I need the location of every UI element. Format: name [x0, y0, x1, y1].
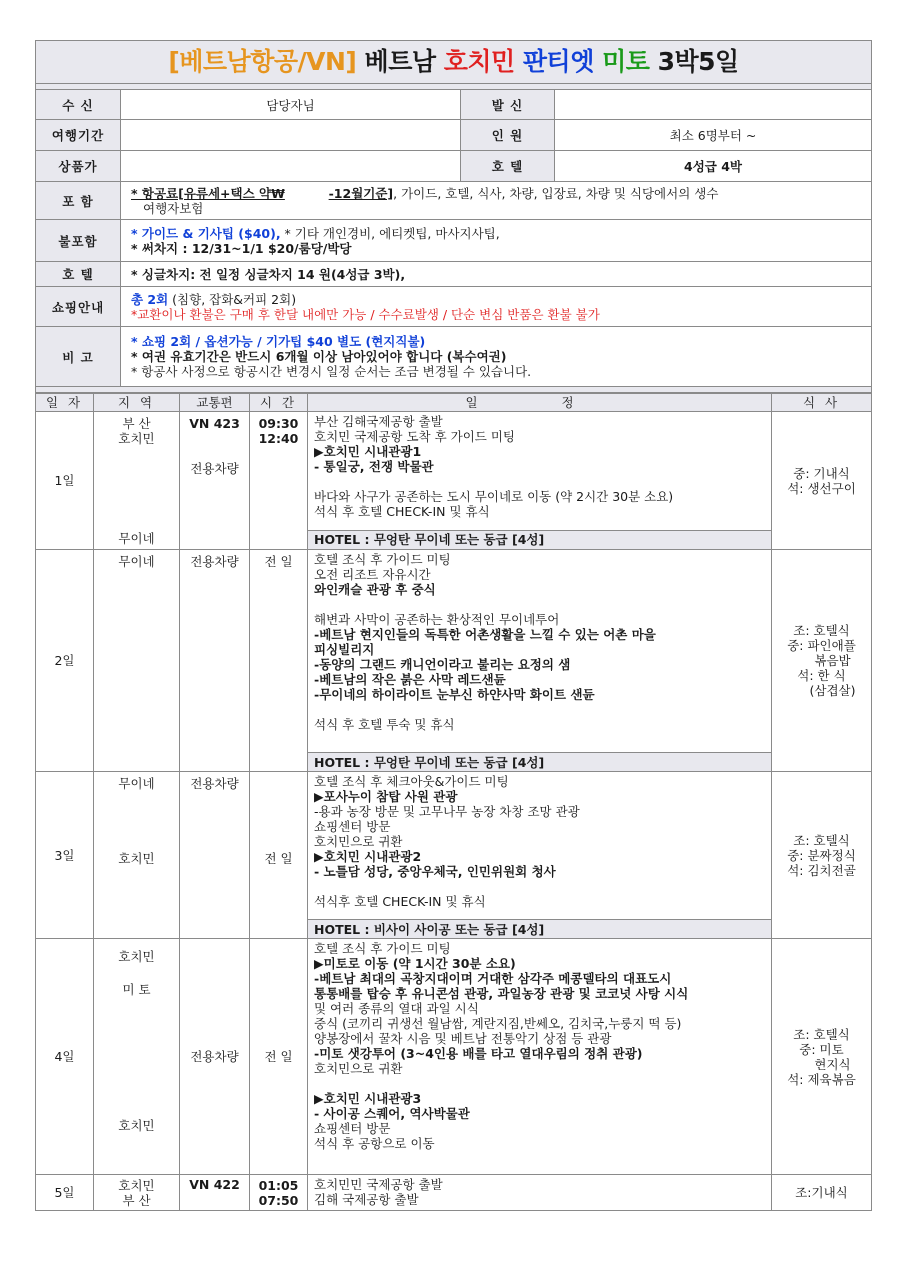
day-label: 3일 — [36, 772, 94, 939]
include-label: 포 함 — [36, 182, 121, 220]
schedule-table — [35, 393, 872, 1211]
itinerary-document — [35, 40, 871, 1211]
include-airfare: * 항공료[유류세+택스 약₩ — [131, 185, 285, 201]
title-city-hcm: 호치민 — [443, 47, 515, 76]
flight-number: VN 422 — [189, 1177, 240, 1192]
meal-lunch: 중: 분짜정식 — [787, 847, 856, 863]
people-value: 최소 6명부터 ~ — [555, 120, 872, 151]
meal-dinner: 석: 제육볶음 — [787, 1071, 856, 1087]
itinerary-line: 중식 (코끼리 귀생선 월남쌈, 계란지짐,반쎄오, 김치국,누룽지 떡 등) — [314, 1016, 682, 1031]
shopping-places: (침향, 잡화&커피 2회) — [168, 291, 297, 307]
recipient-label: 수 신 — [36, 90, 121, 120]
meal-breakfast: 조:기내식 — [795, 1185, 848, 1200]
itinerary-line: 호치민으로 귀환 — [314, 1061, 403, 1076]
header-meal: 식 사 — [772, 394, 872, 412]
header-time: 시 간 — [250, 394, 308, 412]
note-airline-change: * 항공사 사정으로 항공시간 변경시 일정 순서는 조금 변경될 수 있습니다. — [131, 364, 532, 379]
transport-cell — [180, 550, 250, 772]
region-cell — [94, 412, 180, 550]
itinerary-line: - 사이공 스퀘어, 역사박물관 — [314, 1106, 470, 1121]
time-depart: 01:05 — [258, 1177, 299, 1193]
day-label: 1일 — [36, 412, 94, 550]
page-title — [36, 41, 872, 84]
header-transport: 교통편 — [180, 394, 250, 412]
exclude-other: * 기타 개인경비, 에티켓팁, 마사지사팁, — [280, 225, 500, 241]
region-hochiminh: 호치민 — [118, 1118, 155, 1133]
time-cell — [250, 772, 308, 939]
itinerary-cell — [308, 772, 772, 920]
day-row — [36, 550, 872, 753]
exclude-content — [121, 220, 872, 262]
itinerary-line: - 통일궁, 전쟁 박물관 — [314, 459, 434, 474]
shopping-count: 총 2회 — [131, 291, 169, 307]
price-label: 상품가 — [36, 151, 121, 182]
meal-breakfast: 조: 호텔식 — [793, 832, 850, 848]
title-city-mytho: 미토 — [602, 47, 650, 76]
itinerary-line: 석식 후 호텔 투숙 및 휴식 — [314, 717, 455, 732]
itinerary-line: -용과 농장 방문 및 고무나무 농장 차창 조망 관광 — [314, 804, 580, 819]
itinerary-line: 피싱빌리지 — [314, 642, 375, 657]
day-row — [36, 1175, 872, 1211]
price-value — [121, 151, 461, 182]
transport-cell — [180, 939, 250, 1175]
hotel-line: HOTEL : 비사이 사이공 또는 동급 [4성] — [308, 920, 772, 939]
shopping-refund-policy: *교환이나 환불은 구매 후 한달 내에만 가능 / 수수료발생 / 단순 변심 반품은 환불 불가 — [131, 306, 600, 322]
header-itinerary: 일 정 — [308, 394, 772, 412]
hotel2-label: 호 텔 — [36, 262, 121, 287]
sender-label: 발 신 — [461, 90, 555, 120]
itinerary-line: 쇼핑센터 방문 — [314, 819, 391, 834]
meal-cell — [772, 550, 872, 772]
meal-cell — [772, 1175, 872, 1211]
itinerary-line: 쇼핑센터 방문 — [314, 1121, 391, 1136]
period-label: 여행기간 — [36, 120, 121, 151]
header-day: 일 자 — [36, 394, 94, 412]
itinerary-line: 부산 김해국제공항 출발 — [314, 414, 443, 429]
region-busan: 부 산 — [122, 1192, 151, 1208]
note-shopping: * 쇼핑 2회 / 옵션가능 / 기가팁 $40 별도 (현지직불) — [131, 334, 426, 349]
meal-dinner: 석: 김치전골 — [787, 862, 856, 878]
day-row — [36, 939, 872, 1175]
exclude-surcharge: * 써차지 : 12/31~1/1 $20/룸당/박당 — [131, 240, 352, 256]
region-muine: 무이네 — [118, 531, 155, 546]
itinerary-line: ▶호치민 시내관광1 — [314, 444, 422, 459]
note-passport: * 여권 유효기간은 반드시 6개월 이상 남아있어야 합니다 (복수여권) — [131, 349, 507, 364]
single-charge: * 싱글차지: 전 일정 싱글차지 14 원(4성급 3박), — [121, 262, 872, 287]
hotel-value: 4성급 4박 — [555, 151, 872, 182]
region-cell — [94, 1175, 180, 1211]
itinerary-line: 호텔 조식 후 가이드 미팅 — [314, 552, 451, 567]
itinerary-line: 오전 리조트 자유시간 — [314, 567, 431, 582]
itinerary-line: 바다와 사구가 공존하는 도시 무이네로 이동 (약 2시간 30분 소요) — [314, 489, 674, 504]
transport-cell — [180, 412, 250, 550]
region-hochiminh: 호치민 — [118, 1177, 155, 1193]
meal-lunch: 중: 미토 — [799, 1041, 844, 1057]
itinerary-cell — [308, 412, 772, 531]
time-allday: 전 일 — [264, 1049, 293, 1064]
note-label: 비 고 — [36, 327, 121, 387]
itinerary-line: 호치민 국제공항 도착 후 가이드 미팅 — [314, 429, 515, 444]
hotel-line: HOTEL : 무엉탄 무이네 또는 동급 [4성] — [308, 530, 772, 549]
meal-cell — [772, 412, 872, 550]
include-airfare-note: -12월기준] — [328, 185, 394, 201]
transport-bus: 전용차량 — [190, 776, 239, 791]
title-duration: 3박5일 — [657, 47, 739, 76]
meal-breakfast: 조: 호텔식 — [793, 1026, 850, 1042]
include-content — [121, 182, 872, 220]
itinerary-cell — [308, 1175, 772, 1211]
itinerary-line: 석식후 호텔 CHECK-IN 및 휴식 — [314, 894, 486, 909]
itinerary-line: - 노틀담 성당, 중앙우체국, 인민위원회 청사 — [314, 864, 556, 879]
period-value — [121, 120, 461, 151]
transport-bus: 전용차량 — [190, 461, 239, 476]
meal-dinner: 석: 생선구이 — [787, 480, 856, 496]
region-mytho: 미 토 — [122, 982, 151, 997]
meal-breakfast: 조: 호텔식 — [793, 623, 850, 638]
itinerary-line: 석식 후 공항으로 이동 — [314, 1136, 435, 1151]
region-hochiminh: 호치민 — [118, 949, 155, 964]
itinerary-line: ▶호치민 시내관광3 — [314, 1091, 422, 1106]
itinerary-cell — [308, 550, 772, 753]
time-allday: 전 일 — [264, 851, 293, 866]
itinerary-line: 호치민으로 귀환 — [314, 834, 403, 849]
day-label: 2일 — [36, 550, 94, 772]
itinerary-line: 통통배를 탑승 후 유니콘섬 관광, 과일농장 관광 및 코코넛 사탕 시식 — [314, 986, 689, 1001]
shopping-label: 쇼핑안내 — [36, 287, 121, 327]
region-cell — [94, 550, 180, 772]
transport-cell — [180, 1175, 250, 1211]
itinerary-line: 호치민민 국제공항 출발 — [314, 1177, 443, 1192]
region-muine: 무이네 — [118, 554, 155, 569]
itinerary-line: 및 여러 종류의 열대 과일 시식 — [314, 1001, 479, 1016]
itinerary-line: ▶미토로 이동 (약 1시간 30분 소요) — [314, 956, 516, 971]
time-cell — [250, 550, 308, 772]
header-region: 지 역 — [94, 394, 180, 412]
itinerary-line: ▶호치민 시내관광2 — [314, 849, 422, 864]
day-row — [36, 412, 872, 531]
time-cell — [250, 1175, 308, 1211]
time-arrive: 07:50 — [258, 1192, 299, 1208]
itinerary-line: 와인캐슬 관광 후 중식 — [314, 582, 436, 597]
time-cell — [250, 412, 308, 550]
meal-cell — [772, 939, 872, 1175]
itinerary-line: 호텔 조식 후 가이드 미팅 — [314, 941, 451, 956]
time-cell — [250, 939, 308, 1175]
meal-dinner: 석: 한 식 — [797, 668, 846, 683]
exclude-label: 불포함 — [36, 220, 121, 262]
exclude-guide-tip: * 가이드 & 기사팁 ($40), — [131, 225, 281, 241]
day-label: 5일 — [36, 1175, 94, 1211]
include-items: , 가이드, 호텔, 식사, 차량, 입장료, 차량 및 식당에서의 생수 — [393, 185, 719, 201]
hotel-label: 호 텔 — [461, 151, 555, 182]
meal-cell — [772, 772, 872, 939]
itinerary-line: 해변과 사막이 공존하는 환상적인 무이네투어 — [314, 612, 560, 627]
itinerary-line: -미토 샛강투어 (3~4인용 배를 타고 열대우림의 정취 관광) — [314, 1046, 643, 1061]
time-depart: 09:30 — [258, 416, 299, 431]
itinerary-line: 김해 국제공항 출발 — [314, 1192, 419, 1207]
note-content — [121, 327, 872, 387]
itinerary-line: 석식 후 호텔 CHECK-IN 및 휴식 — [314, 504, 490, 519]
meal-dinner-cont: (삼겹살) — [809, 683, 856, 698]
region-cell — [94, 772, 180, 939]
include-insurance: 여행자보험 — [143, 200, 204, 216]
itinerary-line: -무이네의 하이라이트 눈부신 하얀사막 화이트 샌듄 — [314, 687, 595, 702]
meal-lunch-cont: 현지식 — [814, 1056, 851, 1072]
title-country: 베트남 — [364, 47, 436, 76]
time-allday: 전 일 — [264, 554, 293, 569]
transport-cell — [180, 772, 250, 939]
title-city-phanthiet: 판티엣 — [522, 47, 594, 76]
title-airline: [베트남항공/VN] — [168, 47, 357, 76]
region-hochiminh: 호치민 — [118, 431, 155, 446]
region-cell — [94, 939, 180, 1175]
itinerary-line: -동양의 그랜드 캐니언이라고 불리는 요정의 샘 — [314, 657, 571, 672]
region-hochiminh: 호치민 — [118, 851, 155, 866]
itinerary-line: -베트남 최대의 곡창지대이며 거대한 삼각주 메콩델타의 대표도시 — [314, 971, 672, 986]
itinerary-line: -베트남 현지인들의 독특한 어촌생활을 느낄 수 있는 어촌 마을 — [314, 627, 656, 642]
sender-value — [555, 90, 872, 120]
itinerary-line: -베트남의 작은 붉은 사막 레드샌듄 — [314, 672, 506, 687]
meal-lunch-cont: 볶음밥 — [814, 653, 851, 668]
hotel-line: HOTEL : 무엉탄 무이네 또는 동급 [4성] — [308, 753, 772, 772]
transport-bus: 전용차량 — [190, 554, 239, 569]
meal-lunch: 중: 기내식 — [793, 465, 850, 481]
itinerary-line: 양봉장에서 꿀차 시음 및 베트남 전통악기 상점 등 관광 — [314, 1031, 612, 1046]
day-row — [36, 772, 872, 920]
divider — [36, 387, 872, 393]
flight-number: VN 423 — [189, 416, 240, 431]
people-label: 인 원 — [461, 120, 555, 151]
info-table — [35, 40, 872, 393]
region-busan: 부 산 — [122, 416, 151, 431]
itinerary-cell — [308, 939, 772, 1175]
recipient-value: 담당자님 — [121, 90, 461, 120]
meal-lunch: 중: 파인애플 — [787, 638, 856, 653]
region-muine: 무이네 — [118, 776, 155, 791]
time-arrive: 12:40 — [258, 431, 299, 446]
itinerary-line: 호텔 조식 후 체크아웃&가이드 미팅 — [314, 774, 509, 789]
transport-bus: 전용차량 — [190, 1049, 239, 1064]
day-label: 4일 — [36, 939, 94, 1175]
itinerary-line: ▶포사누이 참탑 사원 관광 — [314, 789, 458, 804]
shopping-content — [121, 287, 872, 327]
